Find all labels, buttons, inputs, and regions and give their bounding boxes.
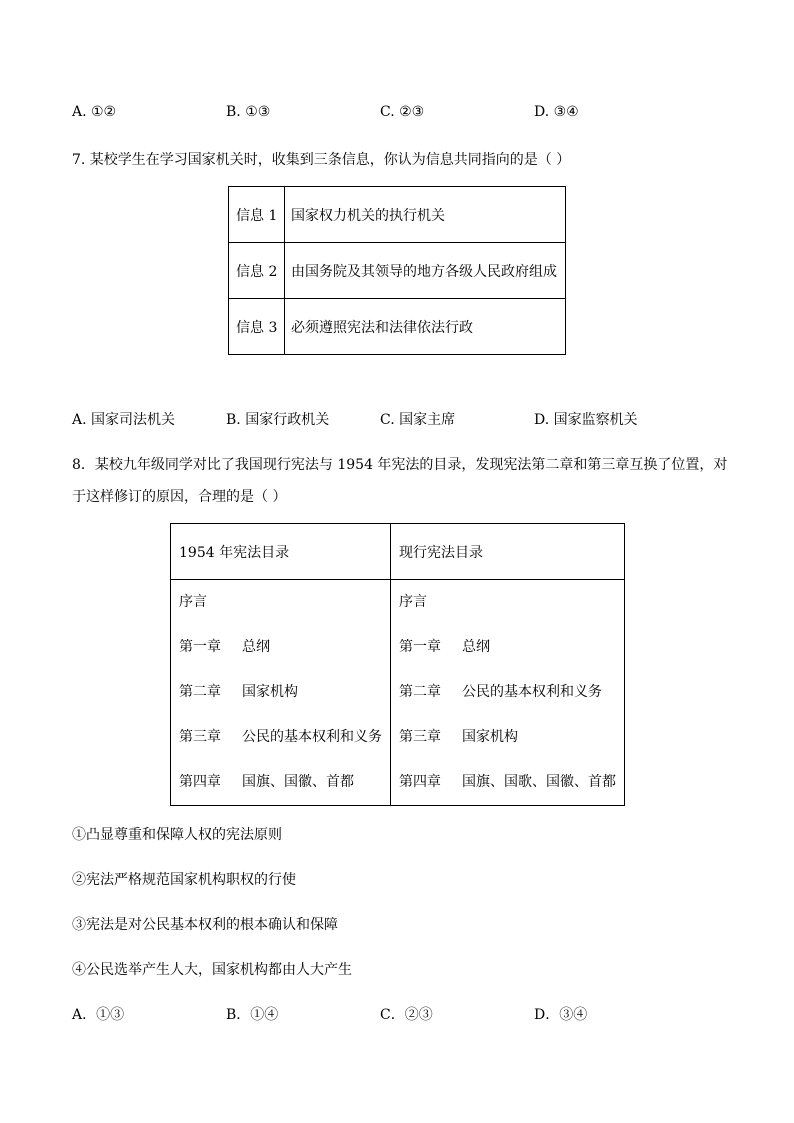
q6-option-a: A. ①② [72,104,117,120]
chapter-num: 第二章 [179,684,221,700]
q6-option-d: D. ③④ [534,104,579,120]
chapter-item [399,715,616,760]
q8-option-a: A．①③ [72,1007,125,1023]
chapter-item [399,625,616,670]
info-text: 国家权力机关的执行机关 [285,187,566,243]
chapter-title: 国旗、国徽、首都 [242,774,354,790]
q8-statement-2: ②宪法严格规范国家机构职权的行使 [72,872,296,888]
q7-option-d: D. 国家监察机关 [534,412,638,428]
chapter-num: 第二章 [399,684,441,700]
table-header-row [171,524,625,580]
chapter-item [179,715,382,760]
chapter-item [179,670,382,715]
preface: 序言 [399,594,427,610]
contents-1954 [171,580,391,806]
q7-option-c: C. 国家主席 [380,412,456,428]
chapter-title: 国家机构 [462,729,518,745]
table-row [229,299,566,355]
info-label: 信息 3 [229,299,285,355]
q8-statement-1: ①凸显尊重和保障人权的宪法原则 [72,827,282,843]
q7-option-a: A. 国家司法机关 [72,412,176,428]
chapter-num: 第三章 [399,729,441,745]
q7-stem: 7. 某校学生在学习国家机关时，收集到三条信息，你认为信息共同指向的是（ ） [72,152,571,168]
chapter-num: 第四章 [399,774,441,790]
chapter-num: 第一章 [179,639,221,655]
contents-current [391,580,625,806]
header-1954: 1954 年宪法目录 [171,524,391,580]
info-text: 必须遵照宪法和法律依法行政 [285,299,566,355]
q6-option-b: B. ①③ [226,104,271,120]
info-text: 由国务院及其领导的地方各级人民政府组成 [285,243,566,299]
chapter-title: 总纲 [242,639,270,655]
q8-constitution-table [170,523,625,806]
chapter-item [399,760,616,805]
chapter-title: 国家机构 [242,684,298,700]
q8-statement-3: ③宪法是对公民基本权利的根本确认和保障 [72,917,338,933]
q6-option-c: C. ②③ [380,104,425,120]
chapter-title: 国旗、国歌、国徽、首都 [462,774,616,790]
chapter-item [179,625,382,670]
table-row [171,580,625,806]
q8-option-d: D．③④ [534,1007,588,1023]
info-label: 信息 1 [229,187,285,243]
chapter-title: 总纲 [462,639,490,655]
q8-stem-line1: 8．某校九年级同学对比了我国现行宪法与 1954 年宪法的目录，发现宪法第二章和第三章互换了位置，对 [72,457,728,473]
chapter-title: 公民的基本权利和义务 [462,684,602,700]
q8-option-c: C．②③ [380,1007,433,1023]
q8-stem-line2: 于这样修订的原因，合理的是（ ） [72,489,287,505]
q7-info-table [228,186,566,355]
info-label: 信息 2 [229,243,285,299]
q8-option-b: B．①④ [226,1007,279,1023]
chapter-num: 第一章 [399,639,441,655]
chapter-num: 第三章 [179,729,221,745]
chapter-num: 第四章 [179,774,221,790]
table-row [229,243,566,299]
preface: 序言 [179,594,207,610]
chapter-item [399,670,616,715]
q8-statement-4: ④公民选举产生人大，国家机构都由人大产生 [72,962,352,978]
chapter-item [179,760,382,805]
table-row [229,187,566,243]
q7-option-b: B. 国家行政机关 [226,412,330,428]
header-current: 现行宪法目录 [391,524,625,580]
chapter-title: 公民的基本权利和义务 [242,729,382,745]
